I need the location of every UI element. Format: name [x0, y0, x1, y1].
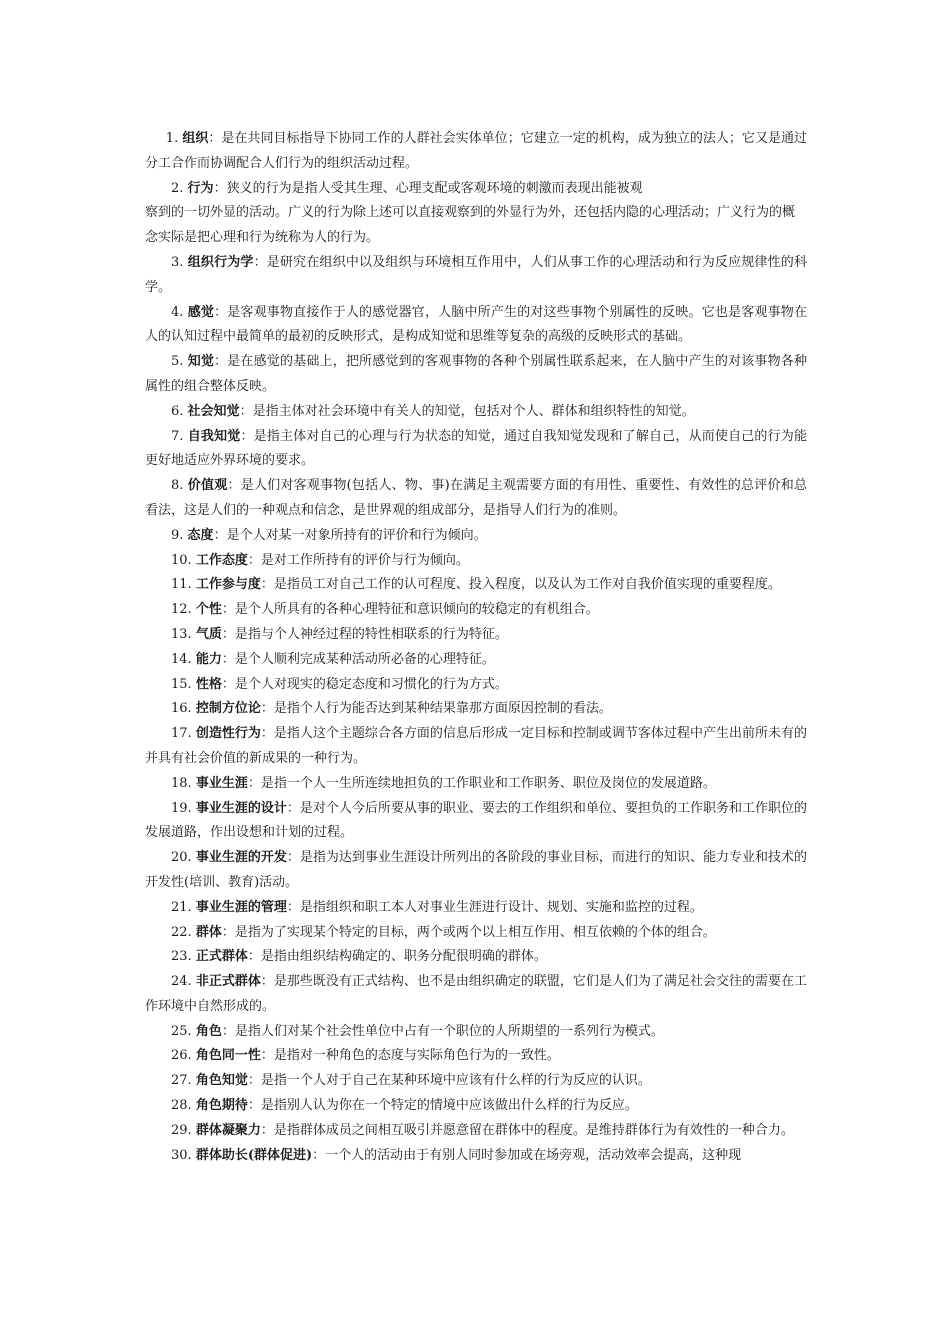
definition-entry — [145, 127, 807, 177]
entry-text: ：是指为达到事业生涯设计所列出的各阶段的事业目标，而进行的知识、能力专业和技术的开发性(培训、教育)活动。 — [145, 850, 807, 890]
entry-text: ：是指人们对某个社会性单位中占有一个职位的人所期望的一系列行为模式。 — [221, 1023, 664, 1039]
entry-term: 创造性行为 — [195, 726, 261, 742]
entry-continuation: 察到的一切外显的活动。广义的行为除上述可以直接观察到的外显行为外，还包括内隐的心理活动；广义行为的概念实际是把心理和行为统称为人的行为。 — [145, 205, 796, 246]
entry-text: ：是人们对客观事物(包括人、物、事)在满足主观需要方面的有用性、重要性、有效性的总评价和总看法，这是人们的一种观点和信念，是世界观的组成部分，是指导人们行为的准则。 — [145, 478, 807, 518]
entry-term: 角色知觉 — [195, 1073, 248, 1089]
definition-entry — [145, 549, 807, 574]
entry-number: 21. — [171, 899, 192, 915]
entry-term: 事业生涯的开发 — [195, 850, 287, 866]
entry-term: 工作参与度 — [195, 577, 261, 593]
entry-number: 3. — [171, 254, 184, 270]
entry-number: 13. — [171, 626, 192, 642]
definition-entry — [145, 350, 807, 400]
definition-entry — [145, 623, 807, 648]
entry-number: 22. — [171, 924, 192, 940]
entry-number: 14. — [171, 651, 192, 667]
definition-entry — [145, 301, 807, 351]
entry-text: ：是对工作所持有的评价与行为倾向。 — [247, 552, 469, 568]
entry-text: ：是指员工对自己工作的认可程度、投入程度，以及认为工作对自我价值实现的重要程度。 — [260, 577, 781, 593]
entry-number: 28. — [171, 1098, 192, 1114]
entry-term: 事业生涯的管理 — [195, 899, 287, 915]
entry-term: 行为 — [187, 180, 214, 196]
entry-term: 个性 — [195, 602, 222, 618]
entry-term: 气质 — [195, 626, 222, 642]
entry-text: ：是那些既没有正式结构、也不是由组织确定的联盟，它们是人们为了满足社会交往的需要在工作环境中自然形成的。 — [145, 974, 807, 1014]
entry-text: ：是指一个人一生所连续地担负的工作职业和工作职务、职位及岗位的发展道路。 — [247, 775, 716, 791]
entry-text: ：狭义的行为是指人受其生理、心理支配或客观环境的刺激而表现出能被观 — [213, 180, 643, 196]
entry-term: 事业生涯 — [195, 775, 248, 791]
entry-term: 非正式群体 — [195, 974, 261, 990]
entry-number: 4. — [171, 304, 184, 320]
entry-text: ：是指主体对社会环境中有关人的知觉，包括对个人、群体和组织特性的知觉。 — [239, 403, 695, 419]
definition-entry — [145, 673, 807, 698]
definition-entry — [145, 474, 807, 524]
entry-text: ：是指与个人神经过程的特性相联系的行为特征。 — [221, 626, 508, 642]
entry-text: ：是对个人今后所要从事的职业、要去的工作组织和单位、要担负的工作职务和工作职位的发展道路，作出设想和计划的过程。 — [145, 800, 807, 841]
entry-term: 角色 — [195, 1023, 222, 1039]
entry-text: ：是客观事物直接作于人的感觉器官，人脑中所产生的对这些事物个别属性的反映。它也是客观事物在人的认知过程中最简单的最初的反映形式，是构成知觉和思维等复杂的高级的反映形式的基础。 — [145, 304, 807, 345]
entry-text: ：是指人这个主题综合各方面的信息后形成一定目标和控制或调节客体过程中产生出前所未有的并具有社会价值的新成果的一种行为。 — [145, 726, 807, 766]
definition-entry — [145, 177, 807, 202]
entry-term: 控制方位论 — [195, 701, 261, 717]
entry-term: 态度 — [187, 527, 214, 543]
definition-entry — [145, 945, 807, 970]
definition-entry — [145, 400, 807, 425]
entry-text: ：是个人顺利完成某种活动所必备的心理特征。 — [221, 651, 495, 667]
definition-entry — [145, 598, 807, 623]
definition-entry — [145, 722, 807, 772]
definition-entry — [145, 524, 807, 549]
entry-number: 16. — [171, 701, 192, 717]
definition-entry — [145, 1119, 807, 1144]
entry-number: 8. — [171, 478, 184, 494]
entry-number: 24. — [171, 974, 192, 990]
entry-text: ：一个人的活动由于有别人同时参加或在场旁观，活动效率会提高，这种现 — [312, 1147, 742, 1163]
entry-term: 能力 — [195, 651, 222, 667]
definition-entry — [145, 1144, 807, 1169]
definition-entry — [145, 772, 807, 797]
entry-number: 25. — [171, 1023, 192, 1039]
entry-number: 30. — [171, 1147, 192, 1163]
entry-text: ：是指主体对自己的心理与行为状态的知觉，通过自我知觉发现和了解自己，从而使自己的行为能更好地适应外界环境的要求。 — [145, 428, 807, 469]
entry-term: 组织行为学 — [187, 254, 254, 270]
definition-entry — [145, 1069, 807, 1094]
entry-number: 29. — [171, 1122, 192, 1138]
entry-text: ：是在共同目标指导下协同工作的人群社会实体单位；它建立一定的机构，成为独立的法人；它又是通过分工合作而协调配合人们行为的组织活动过程。 — [145, 131, 807, 171]
entry-number: 10. — [171, 552, 192, 568]
definition-entry — [145, 648, 807, 673]
entry-number: 12. — [171, 602, 192, 618]
entry-number: 20. — [171, 850, 192, 866]
entry-term: 角色同一性 — [195, 1048, 261, 1064]
entry-number: 17. — [171, 726, 192, 742]
entry-term: 群体助长(群体促进) — [195, 1147, 313, 1163]
entry-term: 群体 — [195, 924, 222, 940]
entry-term: 群体凝聚力 — [195, 1122, 261, 1138]
definition-entry — [145, 1094, 807, 1119]
definition-entry — [145, 846, 807, 896]
entry-text: ：是指别人认为你在一个特定的情境中应该做出什么样的行为反应。 — [247, 1098, 638, 1114]
entry-text: ：是个人所具有的各种心理特征和意识倾向的较稳定的有机组合。 — [221, 602, 599, 618]
entry-number: 26. — [171, 1048, 192, 1064]
entry-term: 组织 — [182, 131, 209, 146]
entry-term: 角色期待 — [195, 1098, 248, 1114]
entry-text: ：是指对一种角色的态度与实际角色行为的一致性。 — [260, 1048, 560, 1064]
entry-term: 社会知觉 — [187, 403, 240, 419]
entry-text: ：是个人对现实的稳定态度和习惯化的行为方式。 — [221, 676, 508, 692]
entry-text: ：是指组织和职工本人对事业生涯进行设计、规划、实施和监控的过程。 — [286, 899, 703, 915]
definition-entry — [145, 1044, 807, 1069]
entry-text: ：是指一个人对于自己在某种环境中应该有什么样的行为反应的认识。 — [247, 1073, 651, 1089]
entry-number: 27. — [171, 1073, 192, 1089]
definition-entry — [145, 797, 807, 847]
entry-text: ：是指个人行为能否达到某种结果靠那方面原因控制的看法。 — [260, 701, 612, 717]
entry-number: 9. — [171, 527, 184, 543]
entry-number: 6. — [171, 403, 184, 419]
entry-number: 23. — [171, 949, 192, 965]
entry-term: 事业生涯的设计 — [195, 800, 287, 816]
entry-number: 19. — [171, 800, 192, 816]
entry-number: 15. — [171, 676, 192, 692]
entry-number: 18. — [171, 775, 192, 791]
entry-text: ：是指为了实现某个特定的目标，两个或两个以上相互作用、相互依赖的个体的组合。 — [221, 924, 716, 940]
entry-number: 11. — [171, 577, 192, 593]
definition-entry — [145, 1020, 807, 1045]
entry-number: 5. — [171, 354, 184, 370]
definition-entry — [145, 251, 807, 301]
document-body — [145, 127, 807, 1168]
entry-text: ：是个人对某一对象所持有的评价和行为倾向。 — [213, 527, 487, 543]
entry-term: 知觉 — [187, 354, 215, 370]
definition-entry — [145, 425, 807, 475]
definition-entry — [145, 921, 807, 946]
entry-text: ：是在感觉的基础上，把所感觉到的客观事物的各种个别属性联系起来，在人脑中产生的对该事物各种属性的组合整体反映。 — [145, 354, 807, 394]
entry-number: 2. — [171, 180, 184, 196]
entry-term: 感觉 — [187, 304, 215, 320]
entry-term: 正式群体 — [195, 949, 248, 965]
definition-entry — [145, 697, 807, 722]
entry-number: 7. — [171, 428, 184, 444]
definition-entry — [145, 573, 807, 598]
entry-term: 价值观 — [187, 478, 228, 494]
entry-text: ：是指群体成员之间相互吸引并愿意留在群体中的程度。是维持群体行为有效性的一种合力。 — [260, 1122, 794, 1138]
entry-term: 自我知觉 — [187, 428, 241, 444]
definition-entry — [145, 896, 807, 921]
entry-term: 工作态度 — [195, 552, 248, 568]
definition-entry — [145, 970, 807, 1020]
entry-text: ：是指由组织结构确定的、职务分配很明确的群体。 — [247, 949, 547, 965]
entry-number: 1. — [165, 131, 179, 146]
entry-term: 性格 — [195, 676, 222, 692]
entry-text: ：是研究在组织中以及组织与环境相互作用中，人们从事工作的心理活动和行为反应规律性的科学。 — [145, 254, 807, 295]
